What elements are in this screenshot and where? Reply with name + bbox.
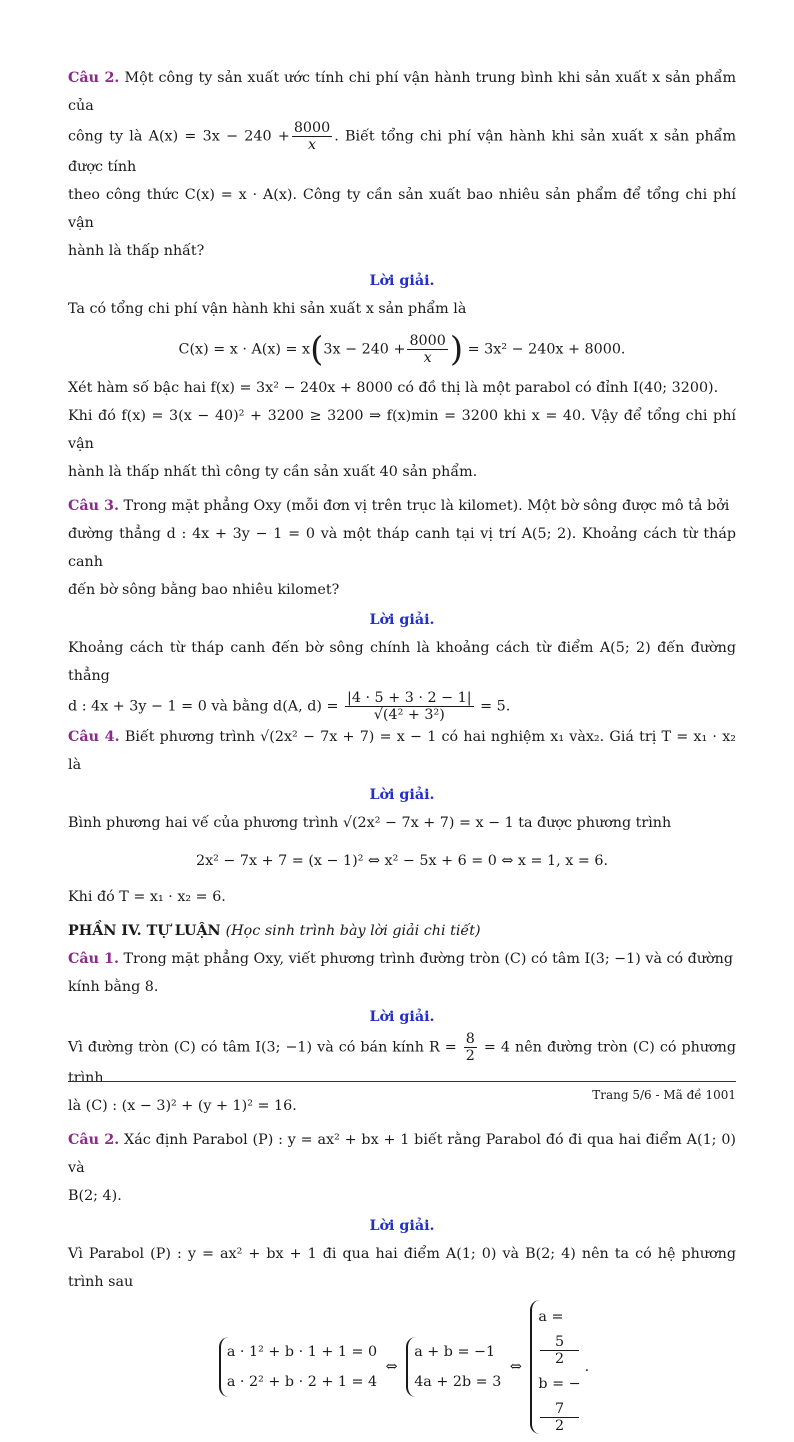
- page-footer: Trang 5/6 - Mã đề 1001: [592, 1088, 736, 1102]
- part4-subtitle: (Học sinh trình bày lời giải chi tiết): [225, 923, 481, 939]
- q3-s2b: = 5.: [480, 698, 511, 715]
- sys1-row1: a · 1² + b · 1 + 1 = 0: [226, 1344, 378, 1360]
- q2-eq-a: C(x) = x · A(x) = x: [178, 341, 311, 358]
- q3-sol-line1: Khoảng cách từ tháp canh đến bờ sông chính là khoảng cách từ điểm A(5; 2) đến đường thẳng: [68, 640, 736, 684]
- system-2: [406, 1337, 501, 1397]
- q2-line4: hành là thấp nhất?: [68, 243, 205, 259]
- q3-frac-den: √(4² + 3²): [373, 707, 445, 723]
- tl1-line2: kính bằng 8.: [68, 979, 159, 995]
- tl1-frac-den: 2: [465, 1048, 475, 1064]
- tl2-label: Câu 2.: [68, 1132, 120, 1148]
- q4-line1: [68, 723, 736, 779]
- sys3-a-frac: [540, 1334, 578, 1367]
- q2-eq-num: 8000: [409, 333, 446, 349]
- q2-eq-fraction: [407, 333, 447, 366]
- q2-sol-line4: hành là thấp nhất thì công ty cần sản xuất 40 sản phẩm.: [68, 464, 478, 480]
- q3-solution-heading: Lời giải.: [369, 612, 435, 628]
- q2-sol-line1: Ta có tổng chi phí vận hành khi sản xuất x sản phẩm là: [68, 301, 467, 317]
- left-paren: (: [310, 329, 324, 370]
- tl2-systems: [68, 1300, 736, 1434]
- q3-s2a: d : 4x + 3y − 1 = 0 và bằng d(A, d) =: [68, 698, 339, 715]
- sys3-row2: [538, 1367, 580, 1434]
- part4-title: PHẦN IV. TỰ LUẬN: [68, 923, 221, 939]
- q2-equation: [68, 329, 736, 370]
- sys3-a: a =: [538, 1309, 564, 1325]
- footer-divider: [68, 1081, 736, 1082]
- tl1-frac-num: 8: [465, 1031, 475, 1047]
- iff-symbol-2: ⇔: [509, 1359, 522, 1375]
- q2-text1: Một công ty sản xuất ước tính chi phí vận hành trung bình khi sản xuất x sản phẩm của: [68, 70, 736, 114]
- q2-text2a: công ty là A(x) = 3x − 240 +: [68, 128, 290, 145]
- q3-line2: đường thẳng d : 4x + 3y − 1 = 0 và một tháp canh tại vị trí A(5; 2). Khoảng cách từ tháp canh: [68, 526, 736, 570]
- q2-eq-b: 3x − 240 +: [323, 341, 406, 358]
- q4-solution-heading: Lời giải.: [369, 787, 435, 803]
- q4-label: Câu 4.: [68, 729, 120, 745]
- q2-label: Câu 2.: [68, 70, 120, 86]
- q2-line3: theo công thức C(x) = x · A(x). Công ty cần sản xuất bao nhiêu sản phẩm để tổng chi phí vận: [68, 187, 736, 231]
- tl1-s1b: = 4 nên đường tròn (C) có phương trình: [68, 1039, 737, 1086]
- iff-symbol-1: ⇔: [385, 1359, 398, 1375]
- q2-fraction: [292, 120, 332, 153]
- right-paren: ): [449, 329, 464, 370]
- q2-solution-heading: Lời giải.: [369, 273, 435, 289]
- q4-sol-line1: Bình phương hai vế của phương trình √(2x² − 7x + 7) = x − 1 ta được phương trình: [68, 815, 672, 831]
- sys1-row2: a · 2² + b · 2 + 1 = 4: [226, 1374, 378, 1390]
- q3-sol-line2: [68, 690, 736, 723]
- q3-text1: Trong mặt phẳng Oxy (mỗi đơn vị trên trục là kilomet). Một bờ sông được mô tả bởi: [123, 498, 730, 514]
- q3-fraction: [345, 690, 474, 723]
- sys3-b-num: 7: [540, 1401, 578, 1418]
- sys3-b: b = −: [538, 1376, 581, 1392]
- q4-text1: Biết phương trình √(2x² − 7x + 7) = x − 1 có hai nghiệm x₁ vàx₂. Giá trị T = x₁ · x₂ là: [68, 729, 736, 773]
- q2-text2b: . Biết tổng chi phí vận hành khi sản xuất x sản phẩm được tính: [68, 128, 736, 175]
- tl1-line1: [68, 945, 736, 973]
- q2-sol-line2: Xét hàm số bậc hai f(x) = 3x² − 240x + 8000 có đồ thị là một parabol có đỉnh I(40; 3200).: [68, 380, 719, 396]
- q2-line2: [68, 120, 736, 181]
- q3-line3: đến bờ sông bằng bao nhiêu kilomet?: [68, 582, 340, 598]
- sys3-a-den: 2: [554, 1351, 565, 1367]
- tl1-s1a: Vì đường tròn (C) có tâm I(3; −1) và có bán kính R =: [68, 1039, 457, 1056]
- tl2-line1: [68, 1126, 736, 1182]
- tl2-line2: B(2; 4).: [68, 1188, 122, 1204]
- q2-line1: [68, 64, 736, 120]
- system-1: [219, 1337, 377, 1397]
- part4-heading: [68, 917, 736, 945]
- sys3-a-num: 5: [540, 1334, 578, 1351]
- system-3: [530, 1300, 580, 1434]
- tl1-label: Câu 1.: [68, 951, 119, 967]
- q4-equation: 2x² − 7x + 7 = (x − 1)² ⇔ x² − 5x + 6 = 0 ⇔ x = 1, x = 6.: [195, 853, 609, 869]
- q3-label: Câu 3.: [68, 498, 119, 514]
- sys3-row1: [538, 1300, 580, 1367]
- tl2-text1: Xác định Parabol (P) : y = ax² + bx + 1 biết rằng Parabol đó đi qua hai điểm A(1; 0) và: [68, 1132, 736, 1176]
- q2-frac-num: 8000: [293, 120, 331, 136]
- q3-frac-num: |4 · 5 + 3 · 2 − 1|: [347, 690, 472, 706]
- sys3-b-den: 2: [554, 1418, 565, 1434]
- tl1-sol-line2: là (C) : (x − 3)² + (y + 1)² = 16.: [68, 1098, 297, 1114]
- tl2-sol-line1: Vì Parabol (P) : y = ax² + bx + 1 đi qua hai điểm A(1; 0) và B(2; 4) nên ta có hệ phương trình sau: [68, 1246, 736, 1290]
- sys2-row2: 4a + 2b = 3: [414, 1374, 502, 1390]
- q3-line1: [68, 492, 736, 520]
- tl1-sol-line1: [68, 1031, 736, 1092]
- tl1-fraction: [464, 1031, 477, 1064]
- q2-sol-line3: Khi đó f(x) = 3(x − 40)² + 3200 ≥ 3200 ⇒ f(x)min = 3200 khi x = 40. Vậy để tổng chi phí vận: [68, 408, 736, 452]
- sys3-b-frac: [540, 1401, 578, 1434]
- tl1-solution-heading: Lời giải.: [369, 1009, 435, 1025]
- q4-sol-line2: Khi đó T = x₁ · x₂ = 6.: [68, 889, 226, 905]
- q2-frac-den: x: [307, 137, 317, 153]
- tl2-solution-heading: Lời giải.: [369, 1218, 435, 1234]
- sys-end-period: .: [584, 1359, 590, 1375]
- sys2-row1: a + b = −1: [414, 1344, 496, 1360]
- page-content: [68, 64, 736, 1442]
- q2-eq-den: x: [423, 350, 432, 366]
- tl1-text1: Trong mặt phẳng Oxy, viết phương trình đường tròn (C) có tâm I(3; −1) và có đường: [123, 951, 734, 967]
- q2-eq-c: = 3x² − 240x + 8000.: [467, 341, 626, 358]
